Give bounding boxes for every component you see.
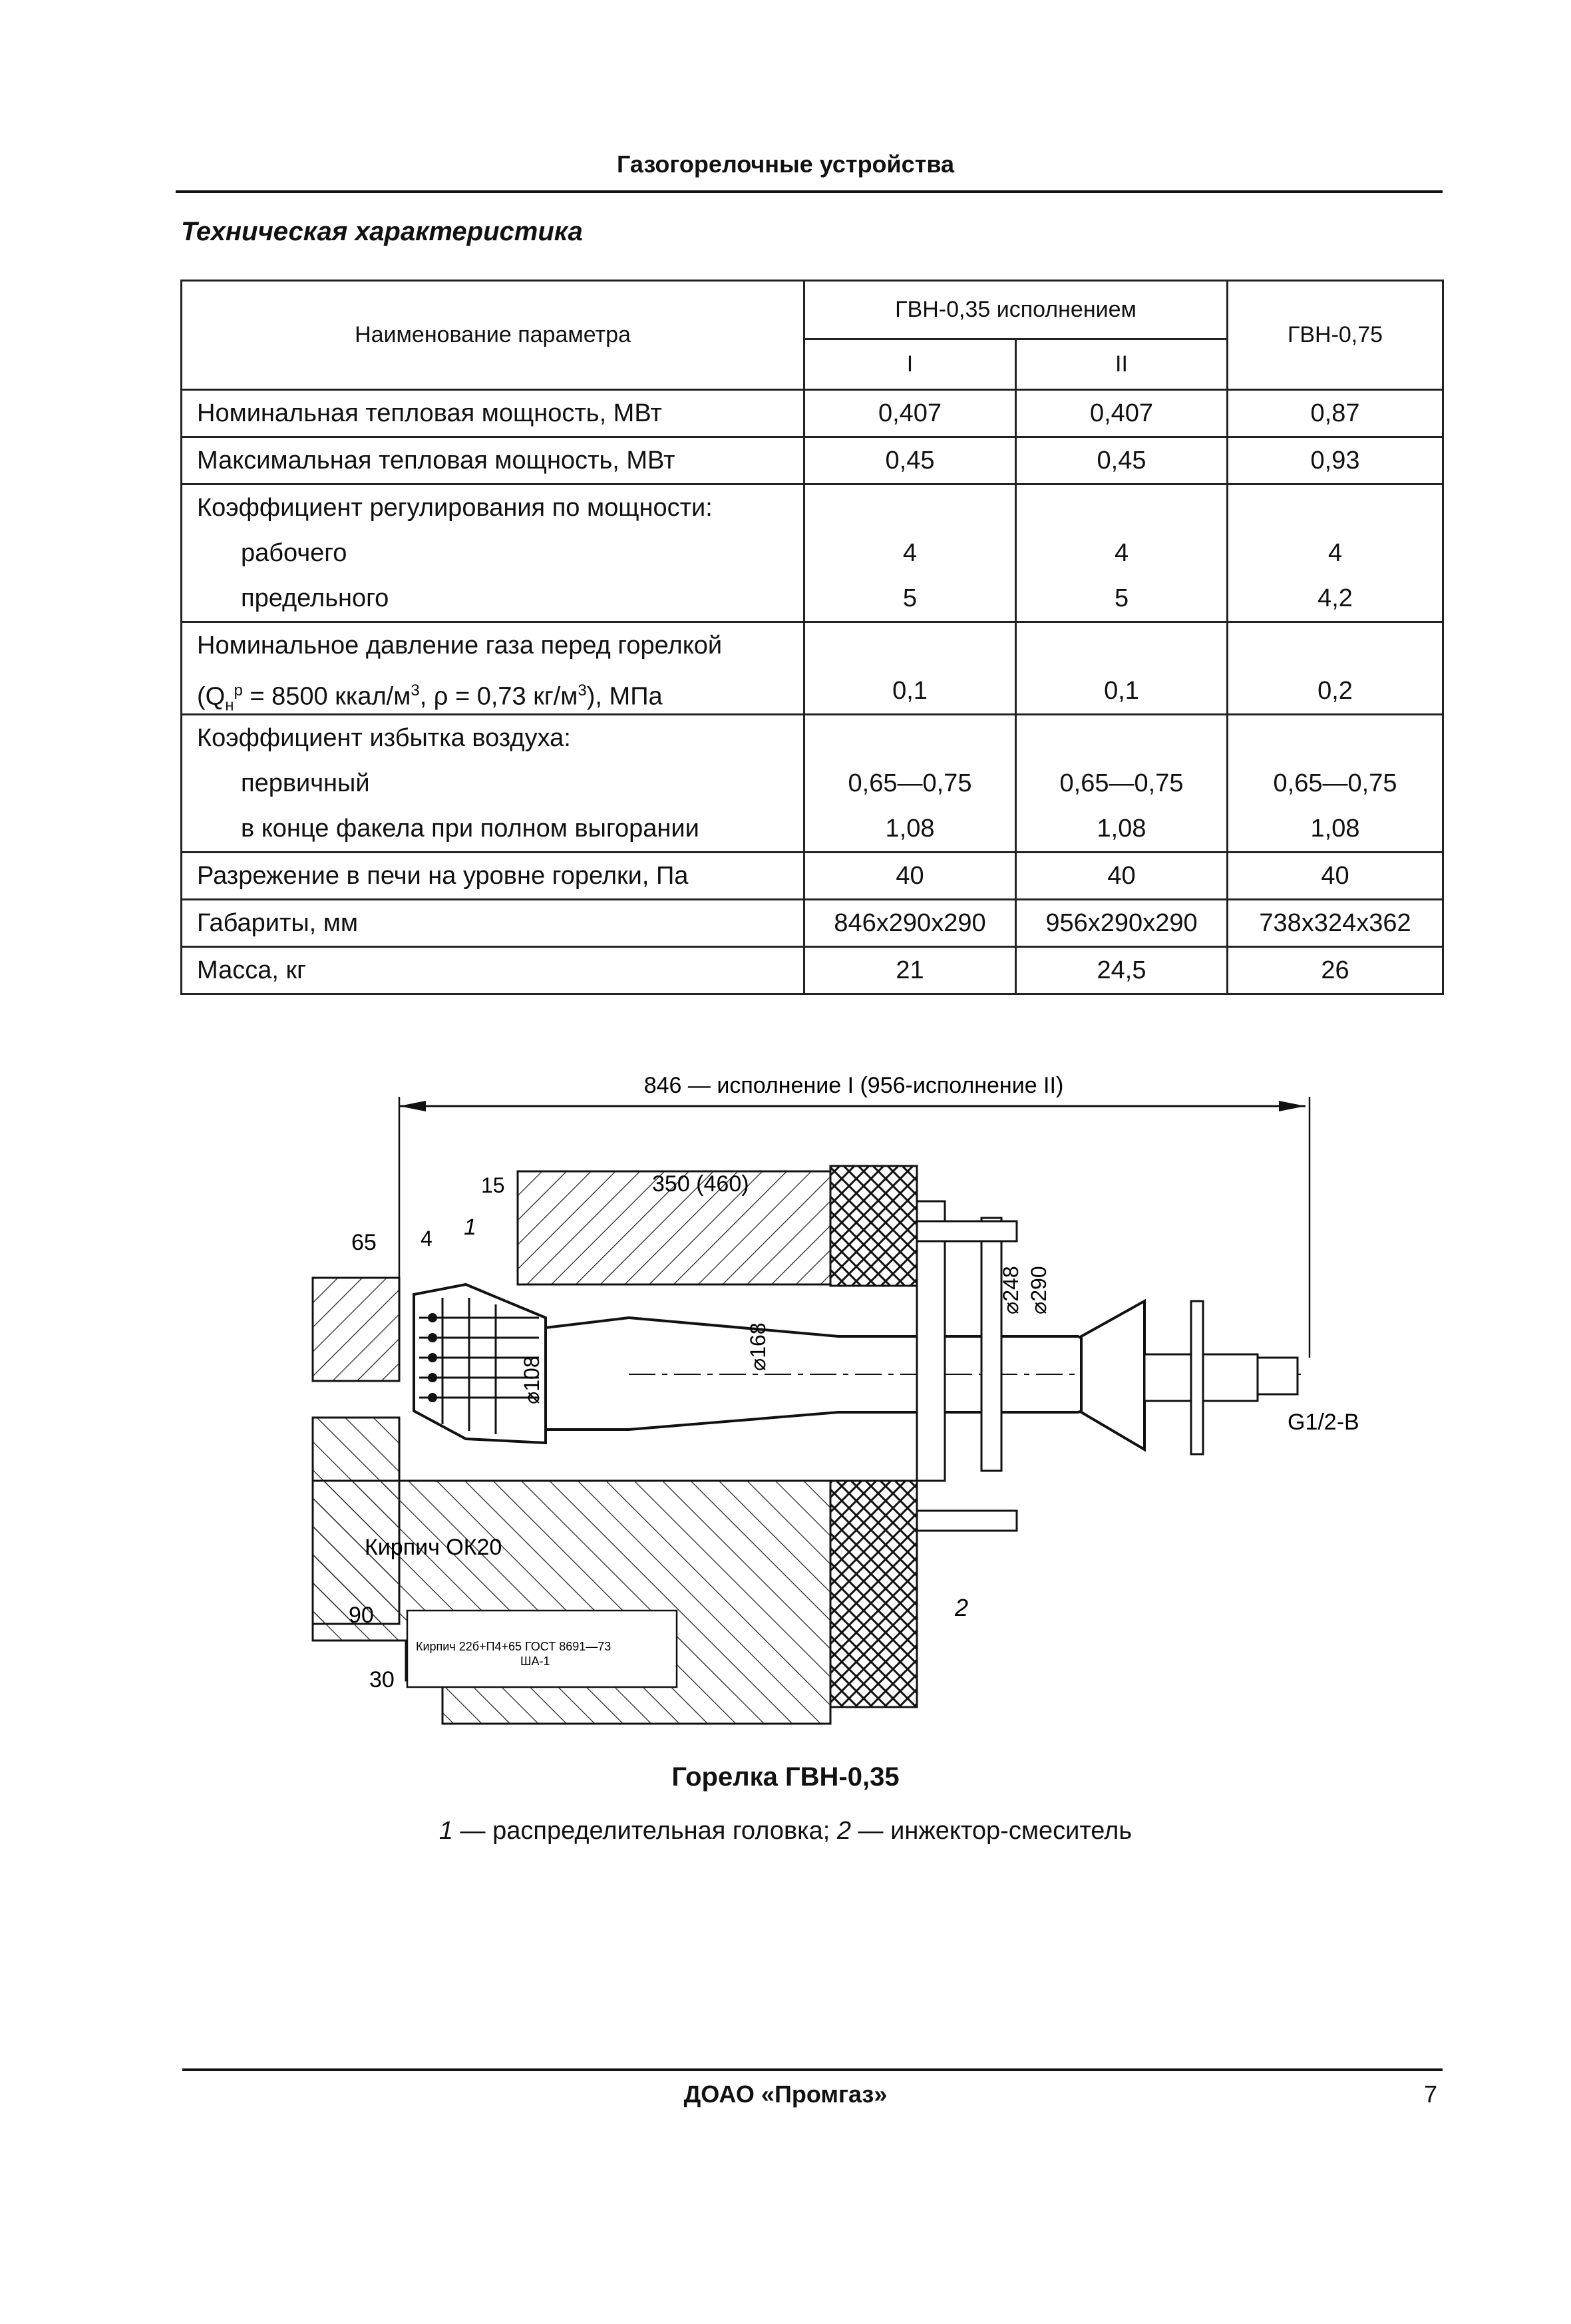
row-label-formula: ($Q_н^р = 8500$ ккал/$м^3$, ρ = 0,73 $кг/м^3$), МПа [197, 681, 663, 715]
dim-d290: ⌀290 [1027, 1266, 1051, 1314]
cell-value: 24,5 [1097, 956, 1146, 984]
variant-1-header: I [804, 339, 1016, 390]
cell-value: 21 [896, 956, 924, 984]
brick-grade-label: ША-1 [520, 1654, 550, 1668]
dim-15: 15 [481, 1173, 505, 1197]
row-label: Номинальная тепловая мощность, МВт [197, 399, 662, 427]
gas-nozzle-cone [1081, 1301, 1144, 1450]
cell-value: 5 [902, 584, 918, 612]
cell-value: 0,1 [892, 677, 928, 705]
cell-value: 0,87 [1310, 399, 1360, 427]
row-label: Масса, кг [197, 956, 306, 984]
brick-ok20-label: Кирпич ОК20 [365, 1535, 502, 1560]
cell-value: 846x290x290 [834, 909, 986, 937]
gvn035-header: ГВН-0,35 исполнением [804, 281, 1228, 339]
dim-65: 65 [351, 1230, 377, 1255]
row-label: Коэффициент регулирования по мощности: [197, 494, 713, 522]
mounting-flange [917, 1201, 945, 1481]
top-bolt [917, 1221, 1017, 1241]
cell-value: 26 [1321, 956, 1349, 984]
row-sublabel: предельного [241, 584, 389, 612]
param-header: Наименование параметра [182, 281, 804, 390]
gvn075-header: ГВН-0,75 [1228, 281, 1443, 390]
section-title: Техническая характеристика [181, 217, 583, 246]
running-header: Газогорелочные устройства [616, 150, 955, 178]
bottom-insulation-block [830, 1481, 917, 1707]
dim-90: 90 [349, 1603, 374, 1628]
cell-value: 0,65—0,75 [848, 769, 972, 797]
cell-value: 5 [1114, 584, 1129, 612]
overall-dimension-label: 846 — исполнение I (956-исполнение II) [643, 1073, 1064, 1098]
dim-4: 4 [421, 1227, 433, 1251]
footer-rule [182, 2068, 1443, 2071]
callout-1: 1 [464, 1215, 476, 1240]
cell-value: 0,45 [885, 447, 935, 475]
page-number: 7 [1424, 2080, 1438, 2108]
dim-30: 30 [369, 1667, 395, 1692]
cell-value: 0,93 [1310, 447, 1360, 475]
cell-value: 956x290x290 [1045, 909, 1198, 937]
row-label: Максимальная тепловая мощность, МВт [197, 447, 675, 475]
cell-value: 0,65—0,75 [1273, 769, 1397, 797]
row-label: Коэффициент избытка воздуха: [197, 724, 571, 752]
cell-value: 0,407 [1089, 399, 1154, 427]
bottom-bolt [917, 1511, 1017, 1531]
cell-value: 4 [1114, 539, 1129, 567]
figure-legend: 1 — распределительная головка; 2 — инжектор-смеситель [438, 1817, 1133, 1845]
brick-gost-label: Кирпич 22б+П4+65 ГОСТ 8691—73 [416, 1640, 611, 1653]
dim-d168: ⌀168 [746, 1322, 770, 1371]
cell-value: 0,1 [1104, 677, 1139, 705]
variant-2-header: II [1016, 339, 1228, 390]
cell-value: 40 [1321, 862, 1349, 890]
cell-value: 1,08 [1310, 815, 1360, 843]
thread-label: G1/2-B [1288, 1410, 1359, 1435]
gas-fitting [1258, 1358, 1298, 1394]
row-sublabel: первичный [241, 769, 370, 797]
dim-d248: ⌀248 [999, 1266, 1023, 1314]
row-sublabel: в конце факела при полном выгорании [241, 815, 699, 843]
callout-2: 2 [955, 1594, 969, 1621]
cell-value: 738x324x362 [1259, 909, 1411, 937]
cell-value: 4 [902, 539, 918, 567]
dim-350: 350 (460) [652, 1171, 749, 1197]
cell-value: 1,08 [885, 815, 935, 843]
figure-title: Горелка ГВН-0,35 [671, 1762, 900, 1792]
row-label: Разрежение в печи на уровне горелки, Па [197, 862, 689, 890]
row-label: Номинальное давление газа перед горелкой [197, 632, 723, 660]
cell-value: 4 [1327, 539, 1343, 567]
cell-value: 40 [896, 862, 924, 890]
cell-value: 40 [1107, 862, 1136, 890]
footer-organization: ДОАО «Промгаз» [683, 2080, 888, 2108]
cell-value: 0,407 [878, 399, 942, 427]
row-label: Габариты, мм [197, 909, 359, 937]
row-sublabel: рабочего [241, 539, 347, 567]
cell-value: 0,2 [1317, 677, 1353, 705]
cell-value: 0,65—0,75 [1059, 769, 1184, 797]
cell-value: 4,2 [1317, 584, 1353, 612]
top-insulation-block [830, 1166, 917, 1286]
cell-value: 0,45 [1097, 447, 1146, 475]
dim-d108: ⌀108 [520, 1356, 544, 1404]
wall-brick-left [313, 1278, 399, 1381]
cell-value: 1,08 [1097, 815, 1146, 843]
